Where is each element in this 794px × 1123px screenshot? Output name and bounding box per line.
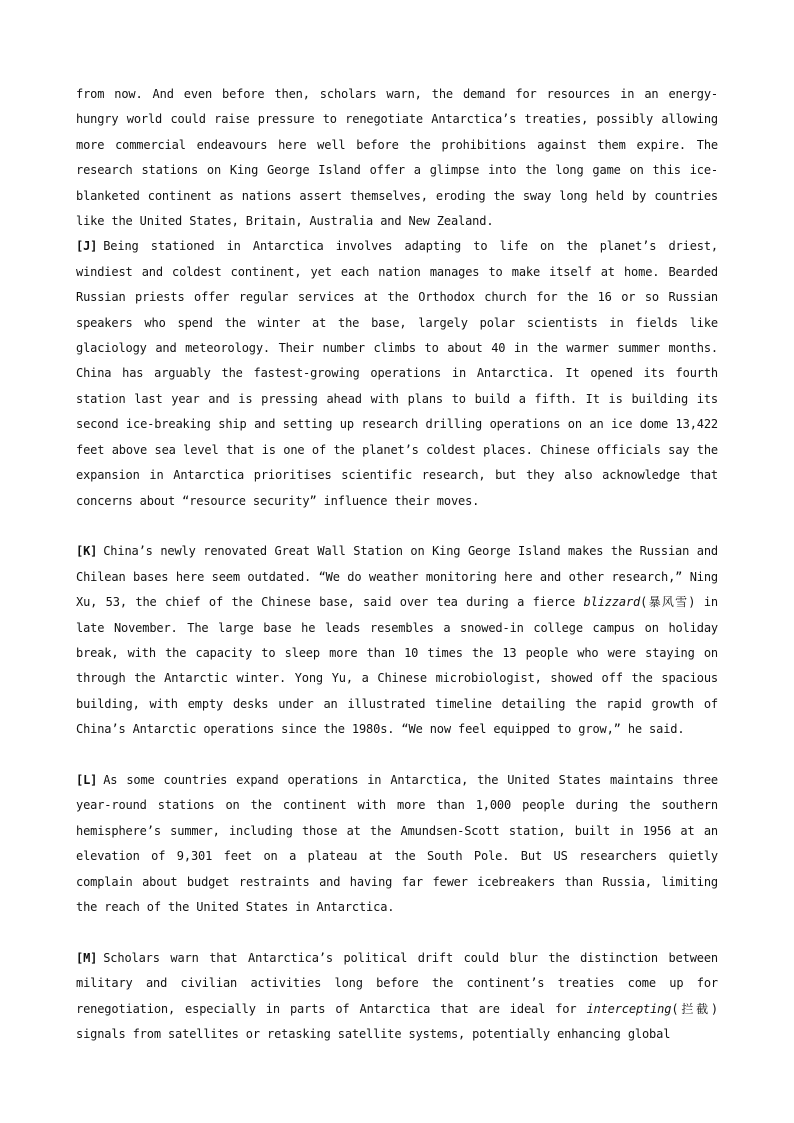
paragraph-continuation [76, 82, 718, 234]
chinese-gloss: (暴风雪) [640, 595, 696, 610]
paragraph-marker: [L] [76, 772, 98, 787]
paragraph-marker: [J] [76, 239, 98, 254]
document-page [76, 82, 718, 1047]
paragraph-text: from now. And even before then, scholars warn, the demand for resources in an energy-hungry world could raise pressure to renegotiate Antarctica’s treaties, possibly allowing more commercial endeavours here well before the prohibitions against them expire. The research stations on King George Island offer a glimpse into the long game on this ice-blanketed continent as nations assert themselves, eroding the sway long held by countries like the United States, Britain, Australia and New Zealand. [76, 87, 718, 229]
paragraph-marker: [M] [76, 950, 98, 965]
paragraph-l [76, 768, 718, 920]
glossed-term: intercepting [586, 1001, 672, 1016]
paragraph-text: signals from satellites or retasking satellite systems, potentially enhancing global [76, 1026, 671, 1041]
paragraph-text: China’s newly renovated Great Wall Station on King George Island makes the Russian and Chilean bases here seem outdated. “We do weather monitoring here and other research,” Ning Xu, 53, the chief of the Chinese base, said over tea during a fierce [76, 544, 718, 610]
paragraph-gap [76, 743, 718, 768]
paragraph-m [76, 946, 718, 1048]
paragraph-text: in late November. The large base he leads resembles a snowed-in college campus on holiday break, with the capacity to sleep more than 10 times the 13 people who were staying on through the Antarctic winter. Yong Yu, a Chinese microbiologist, showed off the spacious building, with empty desks under an illustrated timeline detailing the rapid growth of China’s Antarctic operations since the 1980s. “We now feel equipped to grow,” he said. [76, 595, 718, 737]
paragraph-k [76, 539, 718, 742]
chinese-gloss: (拦截) [671, 1001, 718, 1016]
paragraph-gap [76, 920, 718, 945]
paragraph-j [76, 234, 718, 513]
paragraph-text: Scholars warn that Antarctica’s political drift could blur the distinction between military and civilian activities long before the continent’s treaties come up for renegotiation, especially in parts of Antarctica that are ideal for [76, 950, 718, 1016]
paragraph-marker: [K] [76, 544, 98, 559]
paragraph-gap [76, 514, 718, 539]
paragraph-text: As some countries expand operations in Antarctica, the United States maintains three year-round stations on the continent with more than 1,000 people during the southern hemisphere’s summer, including those at the Amundsen-Scott station, built in 1956 at an elevation of 9,301 feet on a plateau at the South Pole. But US researchers quietly complain about budget restraints and having far fewer icebreakers than Russia, limiting the reach of the United States in Antarctica. [76, 772, 718, 914]
paragraph-text: Being stationed in Antarctica involves adapting to life on the planet’s driest, windiest and coldest continent, yet each nation manages to make itself at home. Bearded Russian priests offer regular services at the Orthodox church for the 16 or so Russian speakers who spend the winter at the base, largely polar scientists in fields like glaciology and meteorology. Their number climbs to about 40 in the warmer summer months. China has arguably the fastest-growing operations in Antarctica. It opened its fourth station last year and is pressing ahead with plans to build a fifth. It is building its second ice-breaking ship and setting up research drilling operations on an ice dome 13,422 feet above sea level that is one of the planet’s coldest places. Chinese officials say the expansion in Antarctica prioritises scientific research, but they also acknowledge that concerns about “resource security” influence their moves. [76, 239, 718, 508]
glossed-term: blizzard [583, 595, 641, 610]
